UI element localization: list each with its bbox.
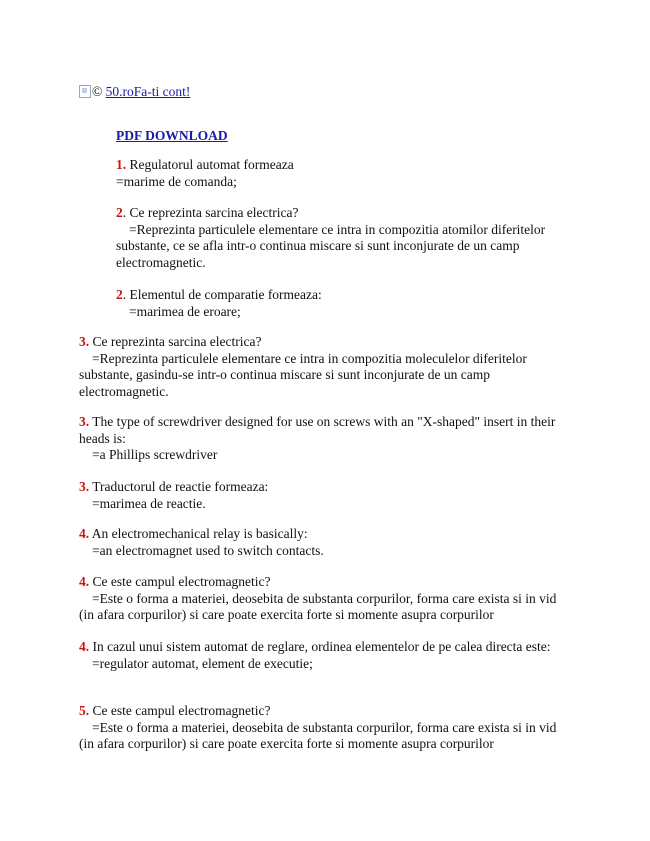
question-text: The type of screwdriver designed for use on screws with an "X-shaped" insert in their heads is:: [79, 414, 556, 446]
question-number: 2: [116, 287, 123, 302]
question-block: [116, 157, 566, 190]
question-text: In cazul unui sistem automat de reglare, ordinea elementelor de pe calea directa este:: [92, 639, 551, 654]
pdf-download-row: [116, 128, 228, 144]
question-text: Ce este campul electromagnetic?: [92, 574, 271, 589]
question-block: [79, 703, 574, 753]
answer-text: =regulator automat, element de executie;: [92, 655, 313, 671]
question-block: [79, 574, 574, 624]
answer-text: =marimea de reactie.: [92, 495, 206, 511]
question-number: 5.: [79, 703, 90, 718]
answer-text: =Reprezinta particulele elementare ce intra in compozitia moleculelor diferitelor substante, gasindu-se intr-o continua miscare si sunt inconjurate de un camp electromagnetic.: [79, 350, 527, 399]
question-number: 4.: [79, 574, 90, 589]
question-block: [79, 414, 569, 464]
question-text: Ce este campul electromagnetic?: [92, 703, 271, 718]
pdf-download-link[interactable]: PDF DOWNLOAD: [116, 128, 228, 143]
question-text: . Ce reprezinta sarcina electrica?: [122, 205, 299, 220]
question-block: [79, 526, 569, 559]
answer-text: =Reprezinta particulele elementare ce intra in compozitia atomilor diferitelor substante, ce se afla intr-o continua miscare si sunt inconjurate de un camp electromagnetic.: [116, 221, 546, 270]
question-block: [116, 205, 581, 271]
answer-text: =marimea de eroare;: [129, 303, 241, 319]
answer-text: =an electromagnet used to switch contacts.: [92, 542, 324, 558]
question-number: 4.: [79, 639, 90, 654]
answer-text: =a Phillips screwdriver: [92, 447, 218, 462]
question-number: 1.: [116, 157, 127, 172]
answer-text: =marime de comanda;: [116, 173, 237, 189]
copyright-symbol: ©: [92, 84, 103, 99]
question-block: [79, 334, 569, 400]
question-number: 3.: [79, 334, 90, 349]
answer-text: =Este o forma a materiei, deosebita de substanta corpurilor, forma care exista si in vid (in afara corpurilor) si care poate exercita forte si momente asupra corpurilor: [79, 719, 557, 751]
question-number: 3.: [79, 414, 90, 429]
question-block: [116, 287, 566, 320]
question-number: 2: [116, 205, 123, 220]
question-text: Traductorul de reactie formeaza:: [92, 479, 269, 494]
question-number: 3.: [79, 479, 90, 494]
question-text: Ce reprezinta sarcina electrica?: [92, 334, 262, 349]
question-block: [79, 639, 569, 672]
question-text: Regulatorul automat formeaza: [129, 157, 294, 172]
question-block: [79, 479, 569, 512]
broken-image-icon: [79, 85, 91, 98]
site-link[interactable]: 50.roFa-ti cont!: [105, 84, 191, 99]
answer-text: =Este o forma a materiei, deosebita de substanta corpurilor, forma care exista si in vid (in afara corpurilor) si care poate exercita forte si momente asupra corpurilor: [79, 590, 557, 622]
question-number: 4.: [79, 526, 90, 541]
question-text: . Elementul de comparatie formeaza:: [122, 287, 322, 302]
question-text: An electromechanical relay is basically:: [91, 526, 308, 541]
header-line: [79, 84, 190, 100]
